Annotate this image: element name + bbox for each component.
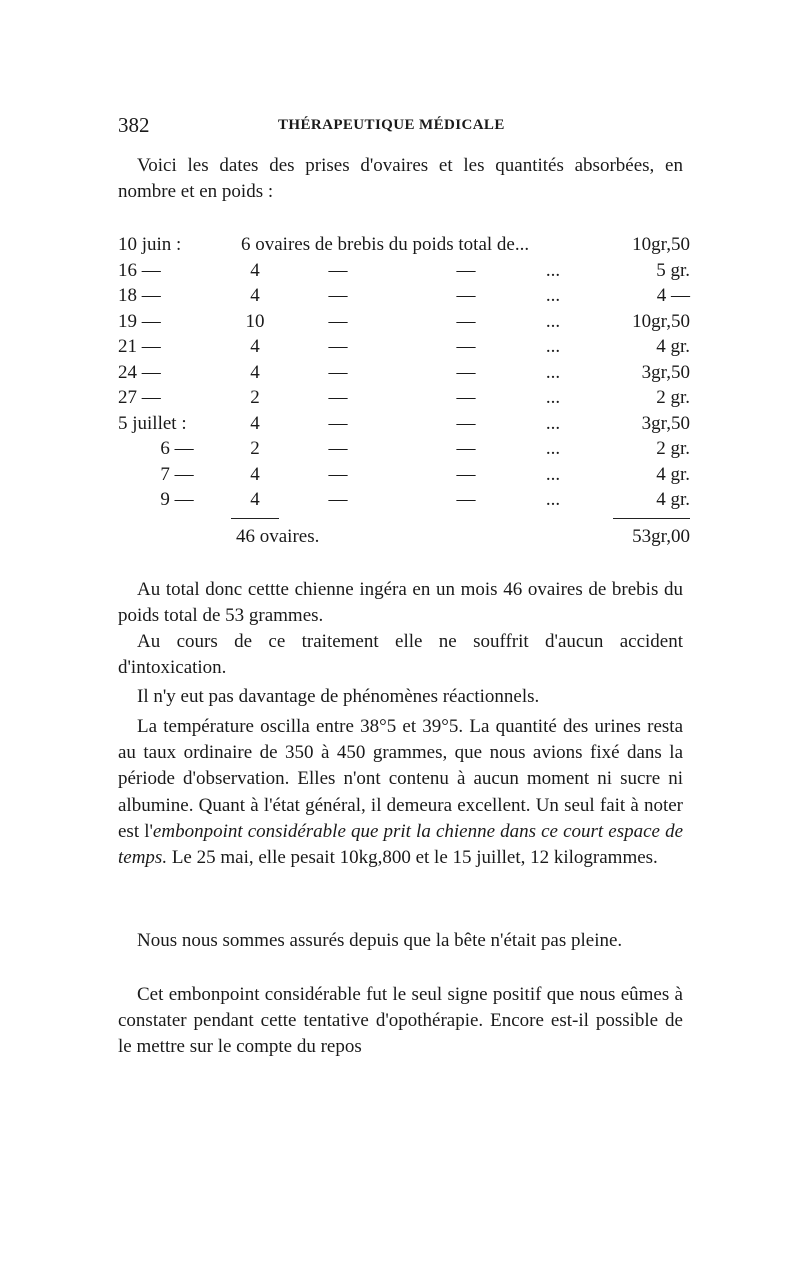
temperature-text-end: Le 25 mai, elle pesait 10kg,800 et le 15 juillet, 12 kilogrammes. [167, 847, 658, 869]
row-ditto-mark: — [456, 336, 476, 357]
row-ditto-mark: — [328, 259, 348, 281]
row-quantity: 2 gr. [656, 438, 690, 459]
row-ditto-mark: — [328, 310, 348, 332]
row-count: 2 [250, 387, 260, 408]
row-leader-dots: ... [545, 285, 561, 306]
row-leader-dots: ... [545, 489, 561, 510]
total-ovaries: 46 ovaires. [236, 526, 320, 547]
row-quantity: 4 gr. [656, 489, 690, 510]
total-paragraph: Au total donc cettte chienne ingéra en un mois 46 ovaires de brebis du poids total de 53 grammes. [118, 579, 683, 627]
row-ditto-mark: — [456, 438, 476, 459]
intro-paragraph: Voici les dates des prises d'ovaires et les quantités absorbées, en nombre et en poids : [118, 155, 683, 203]
row-ditto-mark: — [456, 387, 476, 408]
table-row [118, 334, 688, 359]
row-date: 7 — [160, 463, 194, 485]
row-leader-dots: ... [545, 361, 561, 383]
row-ditto-mark: — [456, 259, 476, 281]
row-ditto-mark: — [456, 463, 476, 485]
row-ditto-mark: — [328, 336, 348, 357]
page-header [118, 113, 683, 141]
row-ditto-mark: — [456, 489, 476, 510]
row-count: 4 [250, 285, 260, 306]
embonpoint-paragraph: Cet embonpoint considérable fut le seul signe positif que nous eûmes à constater pendant cette tentative d'opothérapie. Encore est-il possible de le mettre sur le compte du repos [118, 984, 683, 1058]
table-row [118, 385, 688, 410]
row-quantity: 3gr,50 [641, 361, 690, 383]
row-date: 16 — [118, 259, 161, 281]
reactions-paragraph: Il n'y eut pas davantage de phénomènes réactionnels. [137, 686, 540, 707]
table-row [118, 309, 688, 334]
row-ditto-mark: — [456, 310, 476, 332]
row-leader-dots: ... [545, 463, 561, 485]
row-count: 4 [250, 336, 260, 357]
row-date: 21 — [118, 336, 161, 357]
row-ditto-mark: — [328, 387, 348, 408]
page-number: 382 [118, 113, 150, 137]
row-date: 5 juillet : [118, 412, 187, 434]
row-leader-dots: ... [545, 412, 561, 434]
row-ditto-mark: — [328, 285, 348, 306]
row-leader-dots: ... [545, 387, 561, 408]
pregnancy-paragraph: Nous nous sommes assurés depuis que la bête n'était pas pleine. [137, 930, 623, 951]
row-quantity: 10gr,50 [632, 310, 690, 332]
row-date: 18 — [118, 285, 161, 306]
row-date: 6 — [160, 438, 194, 459]
table-row [118, 283, 688, 308]
row-quantity: 3gr,50 [641, 412, 690, 434]
row-date: 9 — [160, 489, 194, 510]
table-row [118, 360, 688, 385]
table-row [118, 462, 688, 487]
table-row [118, 436, 688, 461]
count-total-rule [231, 518, 279, 519]
row-ditto-mark: — [328, 361, 348, 383]
row-leader-dots: ... [545, 310, 561, 332]
row-count: 4 [250, 489, 260, 510]
quantity-total-rule [613, 518, 690, 519]
temperature-text: La température oscilla entre 38°5 et 39°5. La quantité des urines resta au taux ordinaire de 350 à 450 grammes, que nous avions fixé dans la période d'observation. Elles n'ont contenu à aucun moment ni sucre ni albumine. Quant à l'état général, il demeura excellent. Un seul fait à noter est l' [118, 716, 683, 842]
row-count: 4 [250, 361, 260, 383]
row-count: 4 [250, 463, 260, 485]
row-ditto-mark: — [456, 361, 476, 383]
treatment-paragraph: Au cours de ce traitement elle ne souffrit d'aucun accident d'intoxication. [118, 631, 683, 679]
row-ditto-mark: — [328, 412, 348, 434]
temperature-italic: embonpoint considérable que prit la chienne dans ce court espace de temps. [118, 820, 684, 869]
row-leader-dots: ... [545, 438, 561, 459]
temperature-paragraph [118, 714, 683, 871]
row-description: 6 ovaires de brebis du poids total de... [241, 234, 530, 255]
row-count: 10 [245, 310, 265, 332]
running-title: THÉRAPEUTIQUE MÉDICALE [278, 117, 505, 133]
row-count: 4 [250, 412, 260, 434]
row-date: 24 — [118, 361, 161, 383]
table-row [118, 258, 688, 283]
row-quantity: 10gr,50 [632, 234, 690, 255]
row-quantity: 2 gr. [656, 387, 690, 408]
row-count: 4 [250, 259, 260, 281]
row-quantity: 4 — [656, 285, 690, 306]
row-count: 2 [250, 438, 260, 459]
table-row [118, 487, 688, 512]
row-date: 10 juin : [118, 234, 182, 255]
row-ditto-mark: — [328, 489, 348, 510]
row-date: 19 — [118, 310, 161, 332]
total-quantity: 53gr,00 [632, 526, 690, 547]
row-leader-dots: ... [545, 259, 561, 281]
table-row [118, 411, 688, 436]
row-quantity: 4 gr. [656, 463, 690, 485]
row-quantity: 5 gr. [656, 259, 690, 281]
row-quantity: 4 gr. [656, 336, 690, 357]
row-ditto-mark: — [456, 412, 476, 434]
row-ditto-mark: — [328, 438, 348, 459]
row-date: 27 — [118, 387, 161, 408]
table-row [118, 232, 688, 257]
ovary-dose-table [118, 232, 688, 562]
row-ditto-mark: — [328, 463, 348, 485]
row-leader-dots: ... [545, 336, 561, 357]
row-ditto-mark: — [456, 285, 476, 306]
